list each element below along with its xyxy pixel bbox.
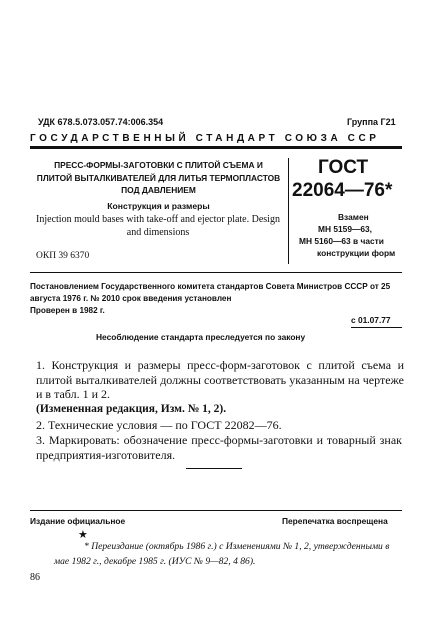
reissue-note: * Переиздание (октябрь 1986 г.) с Изменениями № 1, 2, утвержденными в мае 1982 г., декабре 1985 г. (ИУС № 9—82, 4 86).: [54, 541, 390, 567]
replace-line: МН 5160—63 в части: [299, 236, 384, 246]
checked-year: Проверен в 1982 г.: [30, 306, 105, 315]
document-subtitle: Конструкция и размеры: [107, 201, 210, 211]
english-title: Injection mould bases with take-off and ejector plate. Design and dimensions: [36, 214, 280, 238]
header-rule: [30, 146, 402, 149]
law-notice: Несоблюдение стандарта преследуется по закону: [96, 332, 306, 342]
gost-number: 22064—76*: [292, 180, 393, 201]
replace-line: конструкции форм: [317, 248, 396, 258]
footer-rule: [30, 510, 402, 511]
decree-statement: Постановлением Государственного комитета стандартов Совета Министров СССР от 25 августа 1976 г. № 2010 срок введения установлен: [30, 282, 391, 303]
okp-code: ОКП 39 6370: [36, 251, 90, 261]
star-icon: ★: [78, 529, 88, 541]
body-end-rule: [186, 468, 242, 469]
udk-code: УДК 678.5.073.057.74:006.354: [38, 117, 164, 127]
decree-text: [30, 281, 402, 317]
group-code: Группа Г21: [347, 117, 396, 127]
replace-label: Взамен: [338, 212, 369, 222]
reprint-notice: Перепечатка воспрещена: [282, 516, 388, 526]
effective-underline: [351, 327, 402, 328]
title-divider: [288, 158, 289, 264]
clause-1: 1. Конструкция и размеры пресс-форм-заготовок с плитой съема и плитой выталкивателей должны соответствовать указанным на чертеже и в табл. 1 и 2.: [36, 358, 404, 401]
document-title: ПРЕСС-ФОРМЫ-ЗАГОТОВКИ С ПЛИТОЙ СЪЕМА И ПЛИТОЙ ВЫТАЛКИВАТЕЛЕЙ ДЛЯ ЛИТЬЯ ТЕРМОПЛАСТОВ ПОД ДАВЛЕНИЕМ: [36, 160, 281, 195]
clause-2: 2. Технические условия — по ГОСТ 22082—76.: [36, 418, 282, 432]
effective-date: с 01.07.77: [351, 315, 391, 325]
replace-line: МН 5159—63,: [318, 224, 372, 234]
edition-label: Издание официальное: [30, 516, 126, 526]
page-number: 86: [30, 572, 40, 583]
gost-label: ГОСТ: [318, 157, 369, 178]
clause-3: 3. Маркировать: обозначение пресс-формы-заготовки и товарный знак предприятия-изготовителя.: [36, 433, 402, 462]
title-bottom-rule: [30, 272, 402, 273]
state-standard-heading: ГОСУДАРСТВЕННЫЙ СТАНДАРТ СОЮЗА ССР: [30, 133, 380, 144]
clause-1-edit-note: (Измененная редакция, Изм. № 1, 2).: [36, 403, 227, 415]
